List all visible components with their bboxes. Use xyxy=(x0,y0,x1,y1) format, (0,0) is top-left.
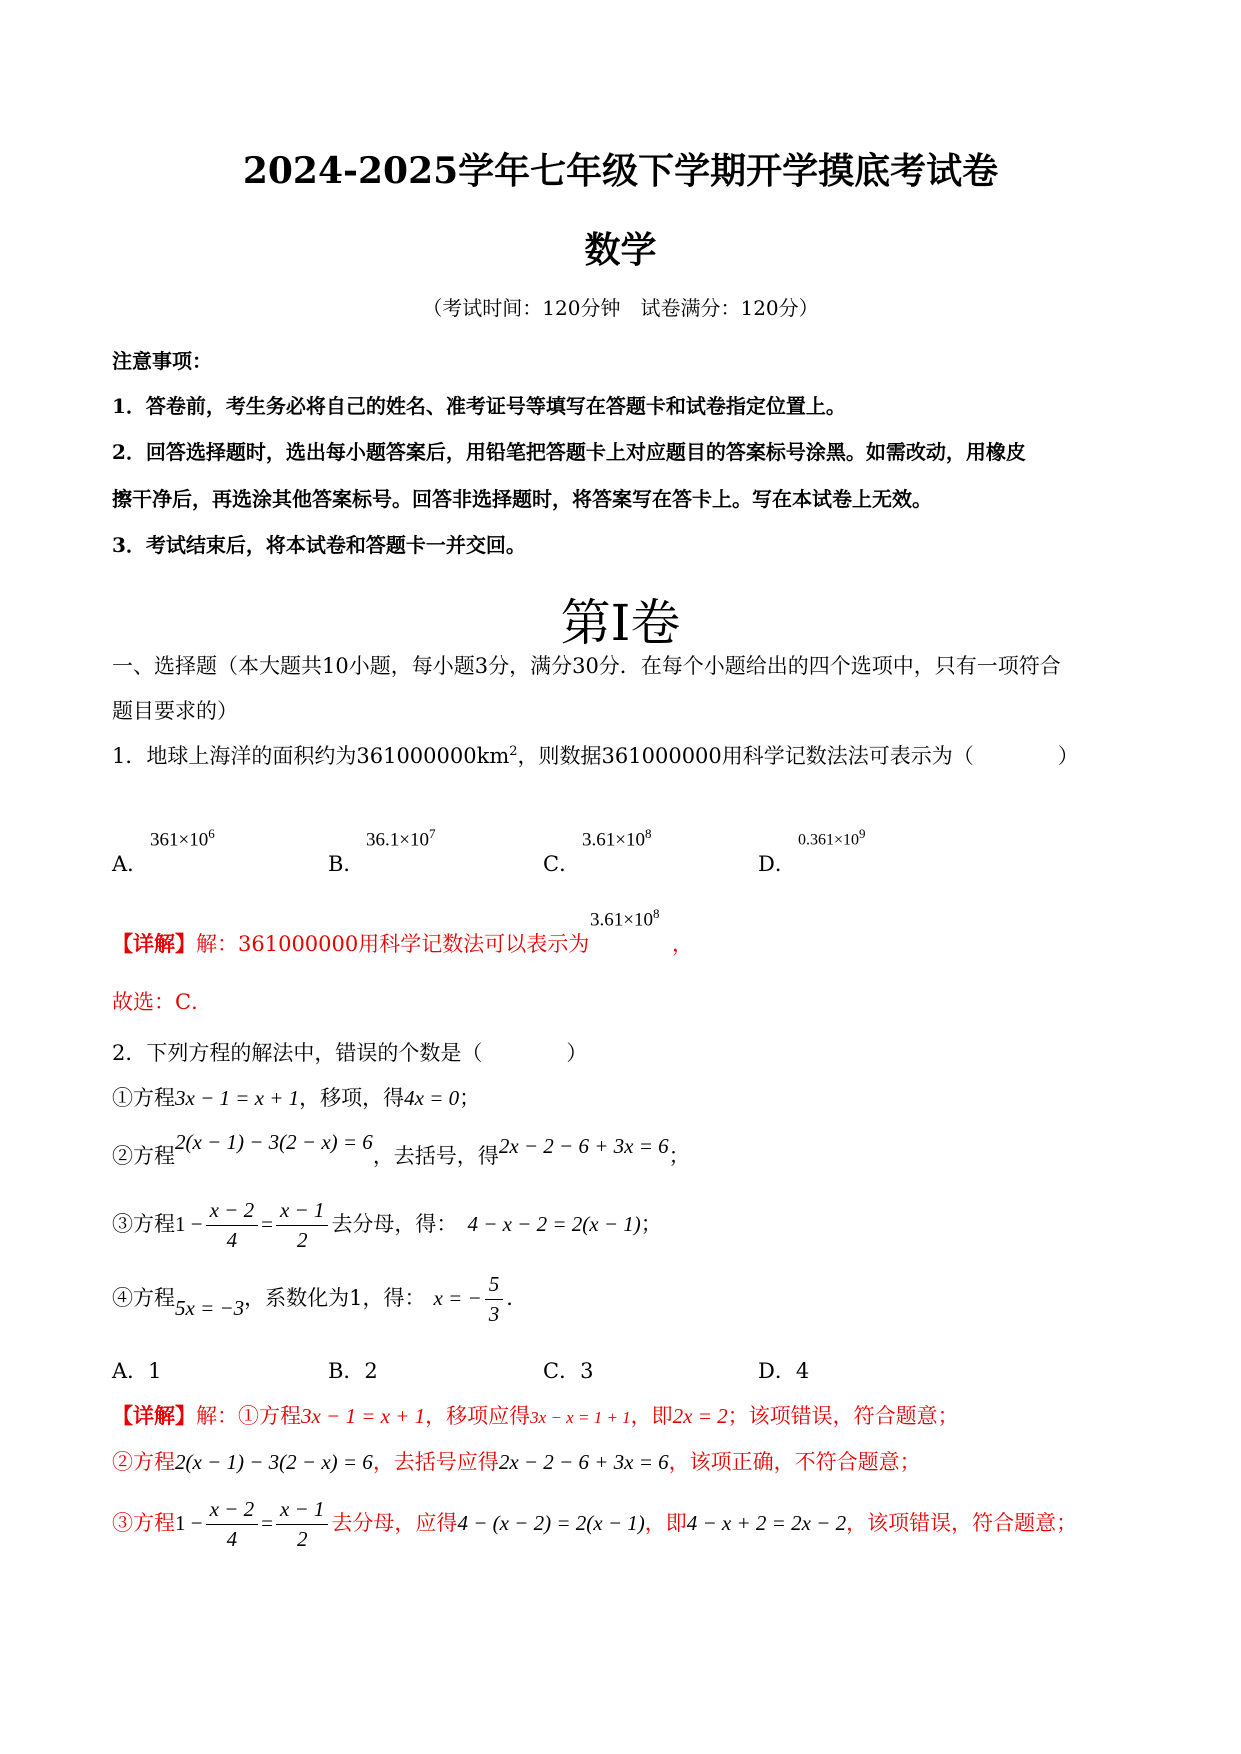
q2-sol2-equation: 2(x − 1) − 3(2 − x) = 6 xyxy=(175,1450,373,1474)
q1-stem-text: 1．地球上海洋的面积约为361000000km xyxy=(112,744,510,768)
exam-title: 2024-2025学年七年级下学期开学摸底考试卷 xyxy=(242,150,999,192)
notes-heading: 注意事项： xyxy=(112,349,212,373)
section-heading-line1: 一、选择题（本大题共10小题，每小题3分，满分30分．在每个小题给出的四个选项中，只有一项符合 xyxy=(112,654,1061,678)
q2-option-c: C．3 xyxy=(543,1359,594,1383)
q1-stem xyxy=(112,740,1079,770)
q1-option-c-expr: $3.61\times 10^8$ xyxy=(582,826,652,851)
q1-solution xyxy=(112,928,589,958)
q2-option-d: D．4 xyxy=(758,1359,810,1383)
q1-option-c-label: C． xyxy=(543,852,581,876)
q2-s3-result: 4 − x − 2 = 2(x − 1) xyxy=(467,1212,641,1236)
q2-s3-fraction-2: $\frac{x - 1}{2}$ xyxy=(276,1198,329,1253)
section-title: 第Ⅰ卷 xyxy=(560,594,681,652)
q2-statement-2: ②方程2(x − 1) − 3(2 − x) = 6，去括号，得2x − 2 − 6 + 3x = 6； xyxy=(112,1130,690,1168)
q2-option-b: B．2 xyxy=(328,1359,378,1383)
q2-s2-result: 2x − 2 − 6 + 3x = 6 xyxy=(498,1134,669,1158)
q1-answer: 故选：C． xyxy=(112,990,213,1014)
q2-statement-1: ①方程3x − 1 = x + 1，移项，得4x = 0； xyxy=(112,1086,481,1110)
q1-option-d-expr: $0.361\times 10^9$ xyxy=(798,826,866,849)
subject-title: 数学 xyxy=(584,229,657,271)
q2-sol2-result: 2x − 2 − 6 + 3x = 6 xyxy=(498,1450,669,1474)
q1-option-b-expr: $36.1\times 10^7$ xyxy=(366,826,436,851)
q1-solution-end: ， xyxy=(672,932,693,956)
q2-sol1-result: 3x − x = 1 + 1 xyxy=(530,1408,631,1427)
q2-sol3-fraction-1: $\frac{x - 2}{4}$ xyxy=(206,1497,259,1552)
q2-statement-4: ④方程5x = −3，系数化为1，得： x = − $\frac{5}{3}$ ． xyxy=(112,1272,528,1326)
q1-option-a-expr: $361\times 10^6$ xyxy=(150,826,215,851)
q2-s4-fraction: $\frac{5}{3}$ xyxy=(485,1272,504,1327)
q2-s1-result: 4x = 0 xyxy=(404,1086,460,1110)
q1-solution-text: 解：361000000用科学记数法可以表示为 xyxy=(196,932,590,956)
q2-sol1-equation: 3x − 1 = x + 1 xyxy=(301,1404,426,1428)
q1-solution-tag: 【详解】 xyxy=(112,931,196,956)
q2-sol3-result-2: 4 − x + 2 = 2x − 2 xyxy=(686,1511,847,1535)
q2-statement-3: ③方程1 − $\frac{x - 2}{4}$ = $\frac{x - 1}{2}$ 去分母，得： 4 − x − 2 = 2(x − 1)； xyxy=(112,1198,662,1252)
q1-option-d-label: D． xyxy=(758,852,796,876)
note-1: 1．答卷前，考生务必将自己的姓名、准考证号等填写在答题卡和试卷指定位置上。 xyxy=(112,394,846,418)
q1-option-a-label: A． xyxy=(112,852,149,876)
q2-s4-result: x = − xyxy=(433,1286,482,1310)
q1-stem-text-b: ，则数据361000000用科学记数法法可表示为（ ） xyxy=(517,744,1079,768)
q1-stem-sup: 2 xyxy=(509,744,518,759)
q2-stem: 2．下列方程的解法中，错误的个数是（ ） xyxy=(112,1041,588,1065)
q1-option-b-label: B． xyxy=(328,852,365,876)
q2-sol1-result-2: 2x = 2 xyxy=(672,1404,728,1428)
q2-solution-1: 【详解】解：①方程3x − 1 = x + 1，移项应得3x − x = 1 + 1，即2x = 2；该项错误，符合题意； xyxy=(112,1403,959,1428)
q2-s2-equation: 2(x − 1) − 3(2 − x) = 6 xyxy=(175,1130,373,1154)
q2-s3-fraction-1: $\frac{x - 2}{4}$ xyxy=(206,1198,259,1253)
q2-sol3-result: 4 − (x − 2) = 2(x − 1) xyxy=(457,1511,645,1535)
note-3: 3．考试结束后，将本试卷和答题卡一并交回。 xyxy=(112,533,526,557)
q2-s4-equation: 5x = −3 xyxy=(175,1296,245,1320)
q2-option-a: A．1 xyxy=(112,1359,162,1383)
q1-solution-expr: $3.61\times 10^8$ xyxy=(590,906,660,931)
q2-solution-2: ②方程2(x − 1) − 3(2 − x) = 6，去括号应得2x − 2 − 6 + 3x = 6，该项正确，不符合题意； xyxy=(112,1450,921,1474)
section-heading-line2: 题目要求的） xyxy=(112,699,238,723)
exam-info: （考试时间：120分钟 试卷满分：120分） xyxy=(422,296,819,320)
q2-sol3-fraction-2: $\frac{x - 1}{2}$ xyxy=(276,1497,329,1552)
note-2b: 擦干净后，再选涂其他答案标号。回答非选择题时，将答案写在答卡上。写在本试卷上无效。 xyxy=(112,487,932,511)
q2-solution-3: ③方程1 − $\frac{x - 2}{4}$ = $\frac{x - 1}{2}$ 去分母，应得4 − (x − 2) = 2(x − 1)，即4 − x + 2 = 2x − 2，该项错误，符合题意； xyxy=(112,1497,1078,1551)
note-2a: 2．回答选择题时，选出每小题答案后，用铅笔把答题卡上对应题目的答案标号涂黑。如需改动，用橡皮 xyxy=(112,440,1026,464)
q2-s1-equation: 3x − 1 = x + 1 xyxy=(175,1086,300,1110)
